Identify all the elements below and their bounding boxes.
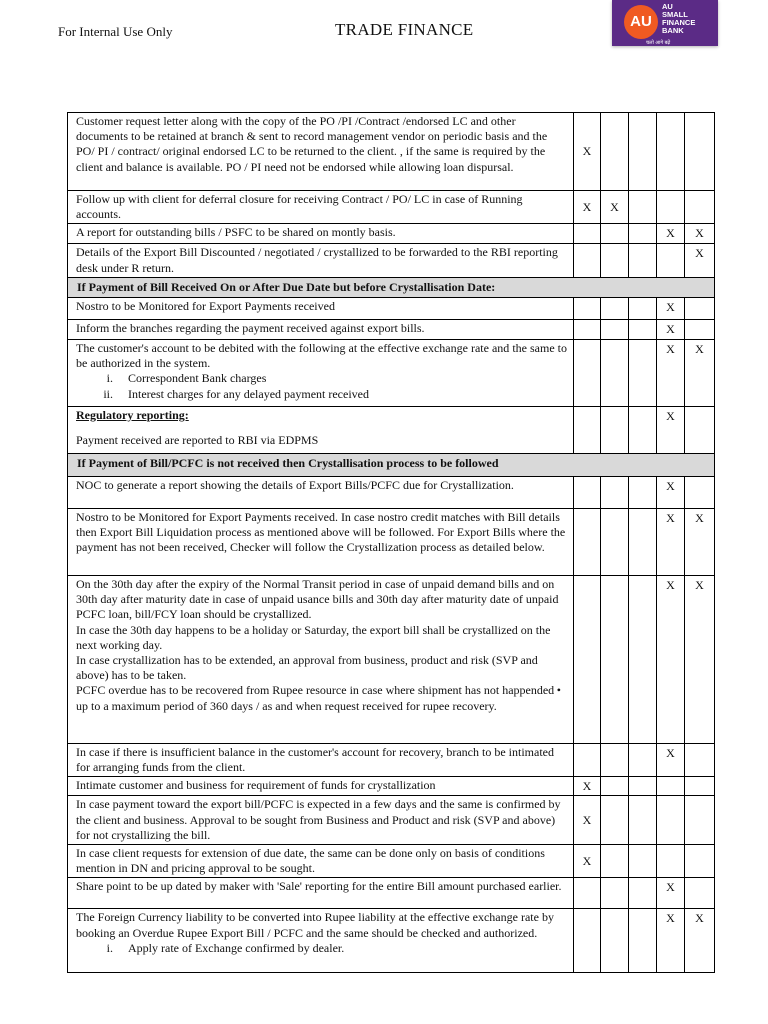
row-paragraph: On the 30th day after the expiry of the Normal Transit period in case of unpaid demand bills and on 30th day after maturity date in case of unpaid usance bills and 30th day after maturity date of unpaid PCFC loan, bill/FCY loan should be crystallized.: [76, 577, 559, 622]
table-row: [68, 298, 715, 320]
checkmark-cell: X: [657, 509, 685, 576]
row-text: In case client requests for extension of due date, the same can be done only on basis of conditions mention in DN and pricing approval to be sought.: [76, 846, 545, 876]
row-description: [68, 909, 574, 973]
checkmark-cell: X: [601, 191, 629, 224]
checkmark-cell: [574, 909, 601, 973]
row-text: Inform the branches regarding the payment received against export bills.: [76, 321, 425, 336]
checkmark-cell: [685, 878, 715, 909]
checkmark-cell: [685, 845, 715, 878]
checkmark-cell: X: [574, 845, 601, 878]
row-text: NOC to generate a report showing the details of Export Bills/PCFC due for Crystallization.: [76, 478, 514, 493]
table-row: [68, 576, 715, 744]
checkmark-cell: [629, 744, 657, 777]
checkmark-cell: [685, 796, 715, 845]
table-row: [68, 340, 715, 407]
row-description: [68, 576, 574, 744]
checkmark-cell: [601, 744, 629, 777]
checkmark-cell: [574, 340, 601, 407]
section-heading: If Payment of Bill Received On or After Due Date but before Crystallisation Date:: [68, 277, 715, 297]
checkmark-cell: [657, 244, 685, 277]
checkmark-cell: [574, 244, 601, 277]
row-description: [68, 796, 574, 845]
checkmark-cell: X: [685, 909, 715, 973]
checkmark-cell: X: [657, 340, 685, 407]
checkmark-cell: [629, 224, 657, 244]
checkmark-cell: [601, 298, 629, 320]
checkmark-cell: [601, 320, 629, 340]
table-row: [68, 909, 715, 973]
table-row: [68, 407, 715, 454]
row-text: In case if there is insufficient balance in the customer's account for recovery, branch to be intimated for arranging funds from the client.: [76, 745, 554, 775]
list-item: ii. Interest charges for any delayed payment received: [116, 387, 567, 402]
logo-tagline: चलो आगे बढ़ें: [646, 40, 671, 46]
roman-list: [76, 371, 567, 401]
checkmark-cell: [685, 320, 715, 340]
checkmark-cell: [601, 777, 629, 796]
checkmark-cell: [629, 298, 657, 320]
row-description: [68, 509, 574, 576]
checkmark-cell: X: [657, 224, 685, 244]
checkmark-cell: [685, 777, 715, 796]
table-row: [68, 796, 715, 845]
row-text: The customer's account to be debited with the following at the effective exchange rate and the same to be authorized in the system.: [76, 341, 567, 371]
checkmark-cell: X: [685, 224, 715, 244]
checkmark-cell: X: [574, 191, 601, 224]
checkmark-cell: [574, 509, 601, 576]
row-text: Share point to be up dated by maker with 'Sale' reporting for the entire Bill amount purchased earlier.: [76, 879, 562, 894]
checkmark-cell: [601, 340, 629, 407]
table-row: [68, 191, 715, 224]
row-text: Follow up with client for deferral closure for receiving Contract / PO/ LC in case of Running accounts.: [76, 192, 523, 222]
row-text: A report for outstanding bills / PSFC to be shared on montly basis.: [76, 225, 396, 240]
row-description: [68, 320, 574, 340]
section-heading: If Payment of Bill/PCFC is not received then Crystallisation process to be followed: [68, 454, 715, 477]
bank-logo: [612, 0, 718, 46]
checkmark-cell: [629, 909, 657, 973]
row-description: [68, 744, 574, 777]
checkmark-cell: X: [685, 576, 715, 744]
checkmark-cell: [601, 224, 629, 244]
section-header-row: [68, 454, 715, 477]
checkmark-cell: X: [657, 576, 685, 744]
row-description: [68, 878, 574, 909]
checkmark-cell: [685, 407, 715, 454]
checkmark-cell: [657, 191, 685, 224]
row-description: [68, 845, 574, 878]
checkmark-cell: X: [657, 477, 685, 509]
row-description: [68, 298, 574, 320]
checkmark-cell: [574, 224, 601, 244]
table-row: [68, 744, 715, 777]
checkmark-cell: [629, 113, 657, 191]
process-checklist-table: [67, 112, 715, 973]
checkmark-cell: X: [685, 509, 715, 576]
checkmark-cell: [601, 407, 629, 454]
checkmark-cell: X: [574, 113, 601, 191]
checkmark-cell: [657, 796, 685, 845]
roman-list: [76, 941, 567, 956]
row-paragraph: In case crystallization has to be extended, an approval from business, product and risk (SVP and above) has to be taken.: [76, 653, 538, 683]
table-row: [68, 113, 715, 191]
checkmark-cell: [629, 777, 657, 796]
checkmark-cell: X: [657, 878, 685, 909]
row-text: In case payment toward the export bill/PCFC is expected in a few days and the same is confirmed by the client and business. Approval to be sought from Business and Product and risk (SVP and above) for not crystallizing the bill.: [76, 797, 561, 842]
section-header-row: [68, 277, 715, 297]
row-text: Customer request letter along with the copy of the PO /PI /Contract /endorsed LC and other documents to be retained at branch & sent to record management vendor on periodic basis and the PO/ PI / contract/ original endorsed LC to be returned to the client. , if the same is required by the client and balance is available. PO / PI need not be endorsed while allowing loan dispursal.: [76, 114, 548, 174]
checkmark-cell: [574, 320, 601, 340]
table-row: [68, 845, 715, 878]
checkmark-cell: [629, 796, 657, 845]
row-text: Nostro to be Monitored for Export Payments received: [76, 299, 335, 314]
checkmark-cell: [601, 796, 629, 845]
checkmark-cell: [601, 845, 629, 878]
checkmark-cell: [574, 477, 601, 509]
table-row: [68, 320, 715, 340]
row-description: [68, 477, 574, 509]
checkmark-cell: [574, 744, 601, 777]
checkmark-cell: [629, 576, 657, 744]
logo-text: AU SMALL FINANCE BANK: [662, 2, 696, 35]
checkmark-cell: [574, 407, 601, 454]
table-row: [68, 224, 715, 244]
checkmark-cell: [629, 320, 657, 340]
row-text: Payment received are reported to RBI via EDPMS: [76, 433, 319, 448]
row-paragraph: In case the 30th day happens to be a holiday or Saturday, the export bill shall be crystallized on the next working day.: [76, 622, 551, 652]
checkmark-cell: [685, 113, 715, 191]
list-item: i. Correspondent Bank charges: [116, 371, 567, 386]
checkmark-cell: [657, 845, 685, 878]
row-description: [68, 191, 574, 224]
checkmark-cell: [601, 576, 629, 744]
checkmark-cell: [629, 845, 657, 878]
row-description: [68, 407, 574, 454]
checkmark-cell: [629, 244, 657, 277]
row-text: Nostro to be Monitored for Export Payments received. In case nostro credit matches with Bill details then Export Bill Liquidation process as mentioned above will be followed. For Export Bills where the payment has not been received, Checker will follow the Crystallization process as detailed below.: [76, 510, 566, 555]
document-title: TRADE FINANCE: [335, 20, 474, 39]
logo-mark: AU: [624, 5, 658, 39]
checkmark-cell: [574, 298, 601, 320]
checkmark-cell: [657, 777, 685, 796]
checkmark-cell: [574, 576, 601, 744]
row-description: [68, 113, 574, 191]
checkmark-cell: X: [574, 796, 601, 845]
table-row: [68, 509, 715, 576]
table-row: [68, 777, 715, 796]
checkmark-cell: X: [685, 244, 715, 277]
row-description: [68, 244, 574, 277]
row-description: [68, 777, 574, 796]
checkmark-cell: [601, 244, 629, 277]
row-text: The Foreign Currency liability to be converted into Rupee liability at the effective exchange rate by booking an Overdue Rupee Export Bill / PCFC and the same should be checked and authorized.: [76, 910, 554, 940]
checkmark-cell: [601, 477, 629, 509]
table-row: [68, 477, 715, 509]
checkmark-cell: [601, 878, 629, 909]
table-row: [68, 244, 715, 277]
regulatory-heading: Regulatory reporting:: [76, 408, 189, 423]
table-row: [68, 878, 715, 909]
checkmark-cell: X: [685, 340, 715, 407]
checkmark-cell: [685, 191, 715, 224]
checkmark-cell: [574, 878, 601, 909]
checkmark-cell: X: [574, 777, 601, 796]
checkmark-cell: [629, 878, 657, 909]
checkmark-cell: X: [657, 320, 685, 340]
checkmark-cell: [629, 477, 657, 509]
checkmark-cell: [601, 509, 629, 576]
checkmark-cell: [629, 407, 657, 454]
row-text: Details of the Export Bill Discounted / negotiated / crystallized to be forwarded to the RBI reporting desk under R return.: [76, 245, 558, 275]
list-item: i. Apply rate of Exchange confirmed by dealer.: [116, 941, 567, 956]
checkmark-cell: X: [657, 909, 685, 973]
checkmark-cell: [629, 509, 657, 576]
checkmark-cell: [629, 340, 657, 407]
bullet-glyph: •: [556, 683, 561, 698]
checkmark-cell: [601, 113, 629, 191]
checkmark-cell: X: [657, 298, 685, 320]
checkmark-cell: [601, 909, 629, 973]
checkmark-cell: [657, 113, 685, 191]
checkmark-cell: [685, 744, 715, 777]
row-description: [68, 340, 574, 407]
row-description: [68, 224, 574, 244]
checkmark-cell: X: [657, 407, 685, 454]
checkmark-cell: [685, 477, 715, 509]
internal-use-label: For Internal Use Only: [58, 24, 173, 39]
checkmark-cell: [629, 191, 657, 224]
checkmark-cell: X: [657, 744, 685, 777]
row-text: Intimate customer and business for requirement of funds for crystallization: [76, 778, 436, 793]
checkmark-cell: [685, 298, 715, 320]
row-paragraph: PCFC overdue has to be recovered from Rupee resource in case where shipment has not happended up to a maximum period of 360 days / as and when request received for rupee recovery.: [76, 683, 555, 713]
